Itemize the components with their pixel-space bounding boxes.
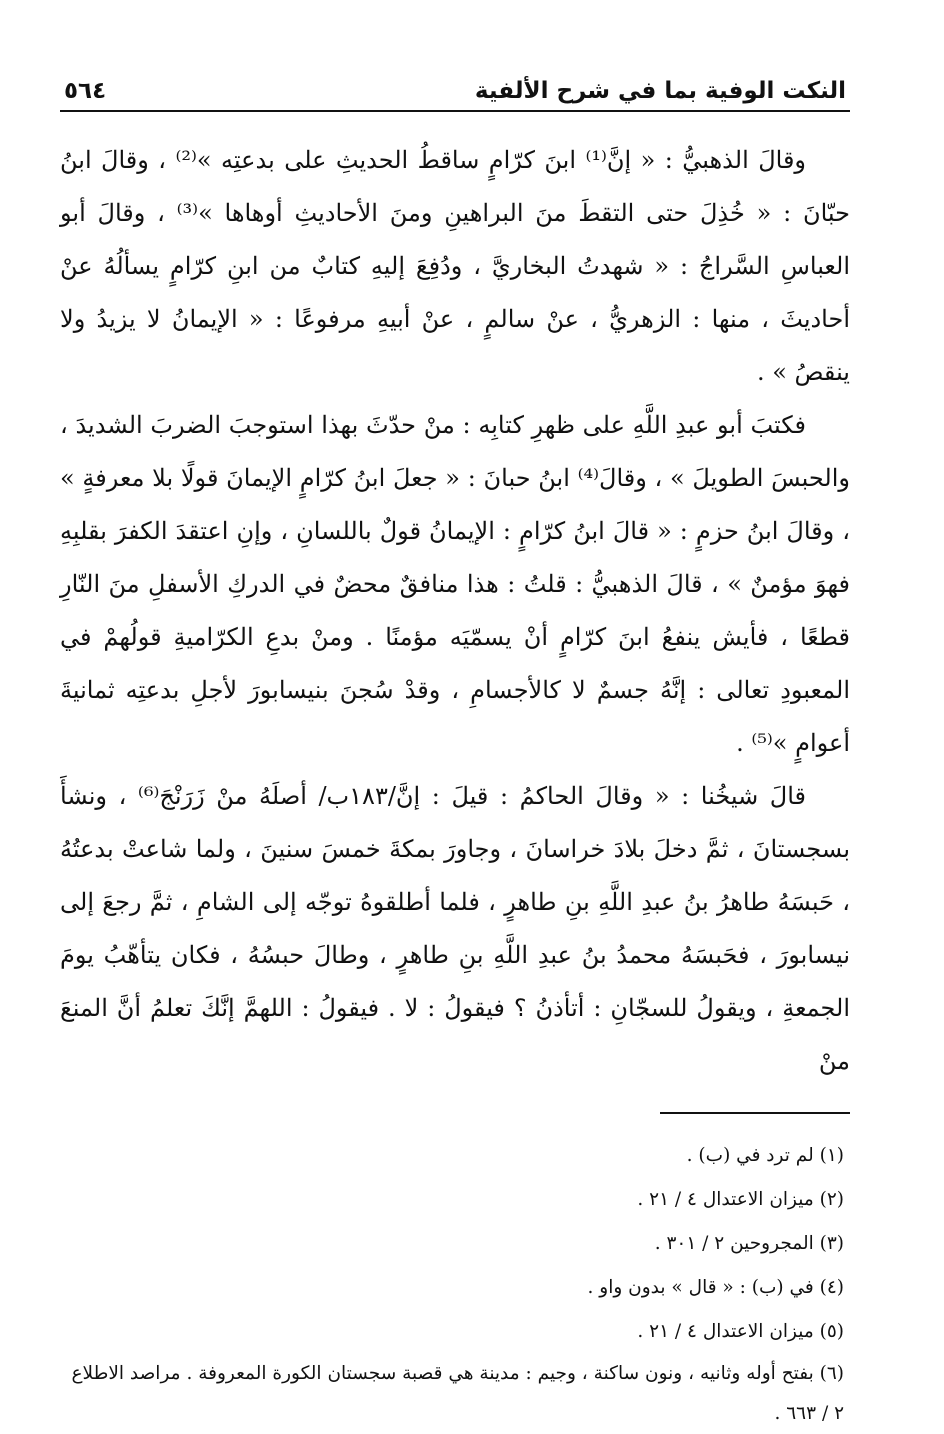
page-number: ٥٦٤ <box>64 78 107 104</box>
header-rule <box>60 110 850 112</box>
footnotes <box>60 1134 850 1434</box>
footnote-separator <box>660 1112 850 1114</box>
main-text <box>60 134 850 1088</box>
paragraph: قالَ شيخُنا : « وقالَ الحاكمُ : قيلَ : إنَّ/١٨٣ب/ أصلَهُ منْ زَرَنْجَ⁽⁶⁾ ، ونشأَ بسجستانَ ، ثمَّ دخلَ بلادَ خراسانَ ، وجاورَ بمكةَ خمسَ سنينَ ، ولما شاعتْ بدعتُهُ ، حَبسَهُ طاهرُ بنُ عبدِ اللَّهِ بنِ طاهرٍ ، فلما أطلقوهُ توجّه إلى الشامِ ، ثمَّ رجعَ إلى نيسابورَ ، فحَبسَهُ محمدُ بنُ عبدِ اللَّهِ بنِ طاهرٍ ، وطالَ حبسُهُ ، فكان يتأهّبُ يومَ الجمعةِ ، ويقولُ للسجّانِ : أتأذنُ ؟ فيقولُ : لا . فيقولُ : اللهمَّ إنَّكَ تعلمُ أنَّ المنعَ منْ <box>60 782 851 1075</box>
footnote: (٢) ميزان الاعتدال ٤ / ٢١ . <box>637 1189 844 1210</box>
footnote: (٣) المجروحين ٢ / ٣٠١ . <box>654 1233 844 1254</box>
book-page <box>60 60 850 1434</box>
paragraph: فكتبَ أبو عبدِ اللَّهِ على ظهرِ كتابِه : منْ حدّثَ بهذا استوجبَ الضربَ الشديدَ ، والحبسَ الطويلَ » ، وقالَ⁽⁴⁾ ابنُ حبانَ : « جعلَ ابنُ كرّامٍ الإيمانَ قولًا بلا معرفةٍ » ، وقالَ ابنُ حزمٍ : « قالَ ابنُ كرّامٍ : الإيمانُ قولٌ باللسانِ ، وإنِ اعتقدَ الكفرَ بقلبِهِ فهوَ مؤمنٌ » ، قالَ الذهبيُّ : قلتُ : هذا منافقٌ محضٌ في الدركِ الأسفلِ منَ النّارِ قطعًا ، فأيش ينفعُ ابنَ كرّامٍ أنْ يسمّيَه مؤمنًا . ومنْ بدعِ الكرّاميةِ قولُهمْ في المعبودِ تعالى : إنَّهُ جسمٌ لا كالأجسامِ ، وقدْ سُجنَ بنيسابورَ لأجلِ بدعتِه ثمانيةَ أعوامٍ »⁽⁵⁾ . <box>60 411 850 757</box>
running-header <box>60 60 850 108</box>
footnote: (٥) ميزان الاعتدال ٤ / ٢١ . <box>637 1321 844 1342</box>
paragraph: وقالَ الذهبيُّ : « إنَّ⁽¹⁾ ابنَ كرّامٍ ساقطُ الحديثِ على بدعتِه »⁽²⁾ ، وقالَ ابنُ حبّانَ : « خُذِلَ حتى التقطَ منَ البراهينِ ومنَ الأحاديثِ أوهاها »⁽³⁾ ، وقالَ أبو العباسِ السَّراجُ : « شهدتُ البخاريَّ ، ودُفِعَ إليهِ كتابٌ من ابنِ كرّامٍ يسألُهُ عنْ أحاديثَ ، منها : الزهريُّ ، عنْ سالمٍ ، عنْ أبيهِ مرفوعًا : « الإيمانُ لا يزيدُ ولا ينقصُ » . <box>60 146 850 386</box>
header-title: النكت الوفية بما في شرح الألفية <box>474 78 846 104</box>
footnote: (٤) في (ب) : « قال » بدون واو . <box>587 1277 844 1298</box>
footnote: (٦) بفتح أوله وثانيه ، ونون ساكنة ، وجيم : مدينة هي قصبة سجستان الكورة المعروفة . مراصد الاطلاع ٢ / ٦٦٣ . <box>71 1363 844 1424</box>
footnote: (١) لم ترد في (ب) . <box>686 1145 844 1166</box>
